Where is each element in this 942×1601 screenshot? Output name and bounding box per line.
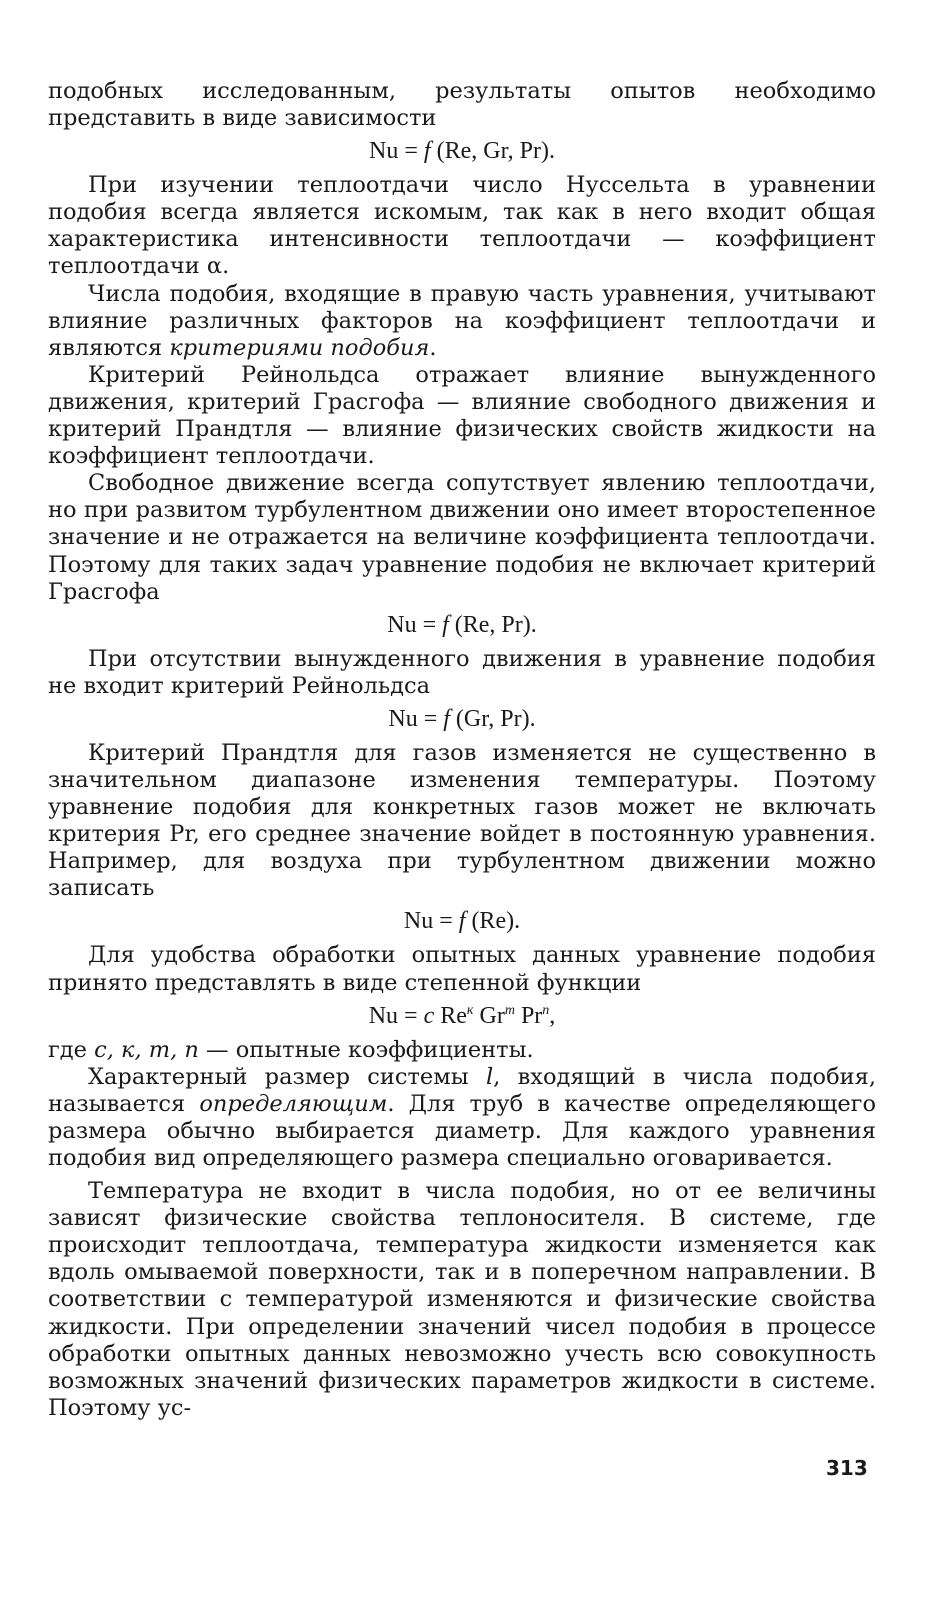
text-span: Характерный размер системы <box>88 1063 486 1090</box>
paragraph-coefficients <box>48 1037 876 1064</box>
formula-lhs: Nu = <box>387 611 443 638</box>
paragraph-similarity-criteria <box>48 281 876 362</box>
formula-power-law <box>48 1001 876 1031</box>
formula-nu-gr-pr <box>48 704 876 734</box>
formula-coefficient: c <box>423 1002 435 1029</box>
formula-function: f <box>458 908 466 935</box>
formula-lhs: Nu = <box>369 138 424 165</box>
paragraph-characteristic-size <box>48 1064 876 1172</box>
formula-nu-re-pr <box>48 610 876 640</box>
paragraph-criteria-meaning: Критерий Рейнольдса отражает влияние вынужденного движения, критерий Грасгофа — влияние свободного движения и критерий Прандтля — влияние физических свойств жидкости на коэффициент теплоотдачи. <box>48 361 876 470</box>
formula-exponent-k: к <box>466 1002 474 1018</box>
formula-lhs: Nu = <box>368 1002 424 1029</box>
formula-nu-re <box>48 906 876 936</box>
formula-args: (Gr, Pr). <box>449 705 536 732</box>
formula-lhs: Nu = <box>403 908 459 935</box>
paragraph-power-function: Для удобства обработки опытных данных уравнение подобия принято представлять в виде степенной функции <box>48 942 876 996</box>
formula-re: Re <box>434 1002 467 1029</box>
formula-args: (Re, Pr). <box>448 611 537 638</box>
text-span: . <box>429 334 437 361</box>
formula-function: f <box>442 611 449 638</box>
text-span: где <box>48 1036 95 1063</box>
formula-args: (Re). <box>465 908 521 935</box>
formula-pr: Pr <box>514 1002 543 1029</box>
paragraph-free-convection: Свободное движение всегда сопутствует явлению теплоотдачи, но при развитом турбулентном движении оно имеет второстепенное значение и не отражается на величине коэффициента теплоотдачи. Поэтому для таких задач уравнение подобия не включает критерий Грасгофа <box>48 470 876 605</box>
paragraph-prandtl-gases: Критерий Прандтля для газов изменяется не существенно в значительном диапазоне изменения температуры. Поэтому уравнение подобия для конкретных газов может не включать критерия Pr, его среднее значение войдет в постоянную уравнения. Например, для воздуха при турбулентном движении можно записать <box>48 739 876 902</box>
italic-symbol: l <box>485 1063 494 1090</box>
paragraph-continued: подобных исследованным, результаты опытов необходимо представить в виде зависимости <box>48 78 876 132</box>
formula-exponent-m: m <box>504 1002 515 1018</box>
text-span: — опытные коэффициенты. <box>198 1036 534 1063</box>
page-number: 313 <box>826 1456 868 1480</box>
formula-function: f <box>423 138 431 165</box>
document-page <box>48 78 876 1422</box>
paragraph-no-forced-motion: При отсутствии вынужденного движения в уравнение подобия не входит критерий Рейнольдса <box>48 645 876 699</box>
italic-term: критериями подобия <box>169 334 430 361</box>
formula-lhs: Nu = <box>388 705 444 732</box>
formula-args: (Re, Gr, Pr). <box>430 138 555 165</box>
text-span: Числа подобия, входящие в правую часть уравнения, учитывают влияние различных факторов на коэффициент теплоотдачи и являются <box>48 280 876 361</box>
formula-exponent-n: n <box>542 1002 550 1018</box>
formula-function: f <box>443 705 450 732</box>
text-span: , входящий в числа подобия, называется <box>48 1063 876 1117</box>
paragraph-temperature: Температура не входит в числа подобия, но от ее величины зависят физические свойства теплоносителя. В системе, где происходит теплоотдача, температура жидкости изменяется как вдоль омываемой поверхности, так и в поперечном направлении. В соответствии с температурой изменяются и физические свойства жидкости. При определении значений чисел подобия в процессе обработки опытных данных невозможно учесть всю совокупность возможных значений физических параметров жидкости в системе. Поэтому ус- <box>48 1178 876 1421</box>
paragraph-nusselt: При изучении теплоотдачи число Нуссельта в уравнении подобия всегда является искомым, так как в него входит общая характеристика интенсивности теплоотдачи — коэффициент теплоотдачи α. <box>48 172 876 280</box>
formula-gr: Gr <box>473 1002 505 1029</box>
formula-end: , <box>549 1002 556 1029</box>
text-span: . Для труб в качестве определяющего размера обычно выбирается диаметр. Для каждого уравнения подобия вид определяющего размера специально оговаривается. <box>48 1090 876 1171</box>
formula-nu-re-gr-pr <box>48 136 876 166</box>
italic-symbols: c, к, m, n <box>94 1036 199 1063</box>
italic-term: определяющим <box>199 1090 388 1117</box>
